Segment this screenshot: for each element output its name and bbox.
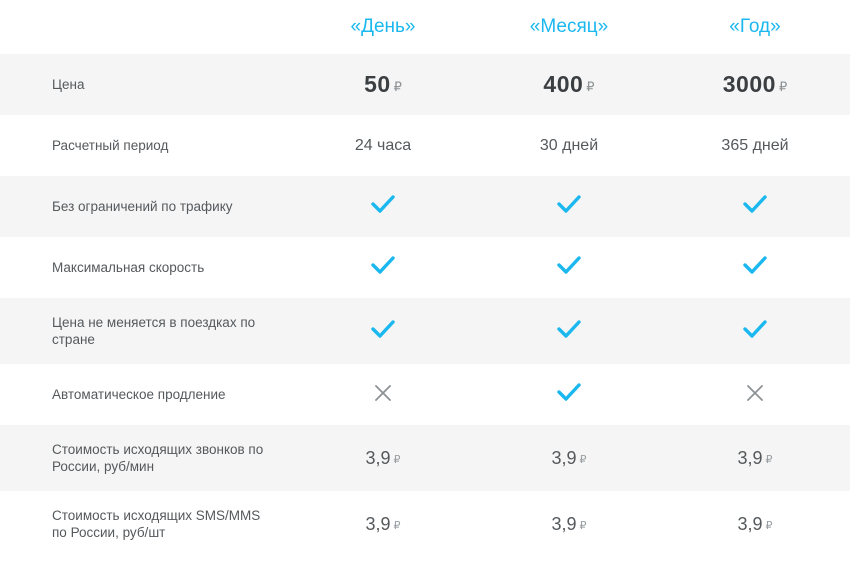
period-value: 365 дней	[721, 136, 789, 154]
check-icon	[743, 256, 767, 275]
cell-sms-year	[662, 514, 848, 535]
cell-autorenew-day	[290, 383, 476, 407]
currency-symbol: ₽	[393, 519, 401, 532]
cell-maxspeed-year	[662, 256, 848, 279]
cell-price-year	[662, 71, 848, 98]
cross-icon	[373, 383, 393, 403]
table-row	[0, 115, 850, 176]
cell-travel-day	[290, 320, 476, 343]
row-label-price-stable-travel: Цена не меняется в поездках по стране	[52, 315, 256, 347]
price-value: 3,9	[551, 447, 577, 468]
column-header-year: «Год»	[729, 16, 781, 37]
check-icon	[371, 195, 395, 214]
table-row	[0, 364, 850, 425]
cell-calls-month	[476, 448, 662, 469]
check-icon	[371, 256, 395, 275]
price-value: 3,9	[737, 447, 763, 468]
table-row	[0, 176, 850, 237]
check-icon	[743, 320, 767, 339]
table-row	[0, 54, 850, 115]
currency-symbol: ₽	[393, 79, 402, 94]
cell-calls-day	[290, 448, 476, 469]
cell-travel-month	[476, 320, 662, 343]
check-icon	[371, 320, 395, 339]
cell-travel-year	[662, 320, 848, 343]
row-label-price: Цена	[52, 77, 85, 92]
check-icon	[743, 195, 767, 214]
cell-period-month	[476, 137, 662, 155]
currency-symbol: ₽	[778, 79, 788, 94]
price-value: 400	[543, 71, 584, 97]
row-label-unlimited-traffic: Без ограничений по трафику	[52, 199, 233, 214]
table-row	[0, 491, 850, 557]
currency-symbol: ₽	[393, 453, 401, 466]
currency-symbol: ₽	[579, 519, 587, 532]
cell-sms-day	[290, 514, 476, 535]
column-header-month: «Месяц»	[529, 16, 609, 37]
currency-symbol: ₽	[586, 79, 595, 94]
cell-autorenew-month	[476, 383, 662, 406]
table-row	[0, 298, 850, 364]
check-icon	[557, 383, 581, 402]
cell-period-year	[662, 137, 848, 155]
cell-maxspeed-month	[476, 256, 662, 279]
table-row	[0, 425, 850, 491]
period-value: 24 часа	[354, 136, 412, 154]
cell-period-day	[290, 137, 476, 155]
cell-maxspeed-day	[290, 256, 476, 279]
currency-symbol: ₽	[765, 453, 773, 466]
price-value: 3,9	[365, 513, 391, 534]
cell-unlimited-day	[290, 195, 476, 218]
table-header-row	[0, 0, 850, 54]
row-label-billing-period: Расчетный период	[52, 138, 169, 153]
cell-price-month	[476, 71, 662, 98]
cell-price-day	[290, 71, 476, 98]
price-value: 3,9	[365, 447, 391, 468]
period-value: 30 дней	[539, 136, 599, 154]
cell-sms-month	[476, 514, 662, 535]
cell-calls-year	[662, 448, 848, 469]
check-icon	[557, 320, 581, 339]
currency-symbol: ₽	[765, 519, 773, 532]
row-label-outgoing-sms-cost: Стоимость исходящих SMS/MMS по России, руб/шт	[52, 508, 261, 540]
price-value: 3,9	[551, 513, 577, 534]
cell-unlimited-month	[476, 195, 662, 218]
price-value: 3000	[722, 71, 776, 97]
price-value: 50	[364, 71, 391, 97]
currency-symbol: ₽	[579, 453, 587, 466]
table-row	[0, 237, 850, 298]
check-icon	[557, 195, 581, 214]
cross-icon	[745, 383, 765, 403]
column-header-day: «День»	[350, 16, 416, 37]
cell-autorenew-year	[662, 383, 848, 407]
row-label-outgoing-calls-cost: Стоимость исходящих звонков по России, руб/мин	[52, 442, 264, 474]
row-label-max-speed: Максимальная скорость	[52, 260, 205, 275]
check-icon	[557, 256, 581, 275]
price-value: 3,9	[737, 513, 763, 534]
cell-unlimited-year	[662, 195, 848, 218]
row-label-auto-renewal: Автоматическое продление	[52, 387, 226, 402]
